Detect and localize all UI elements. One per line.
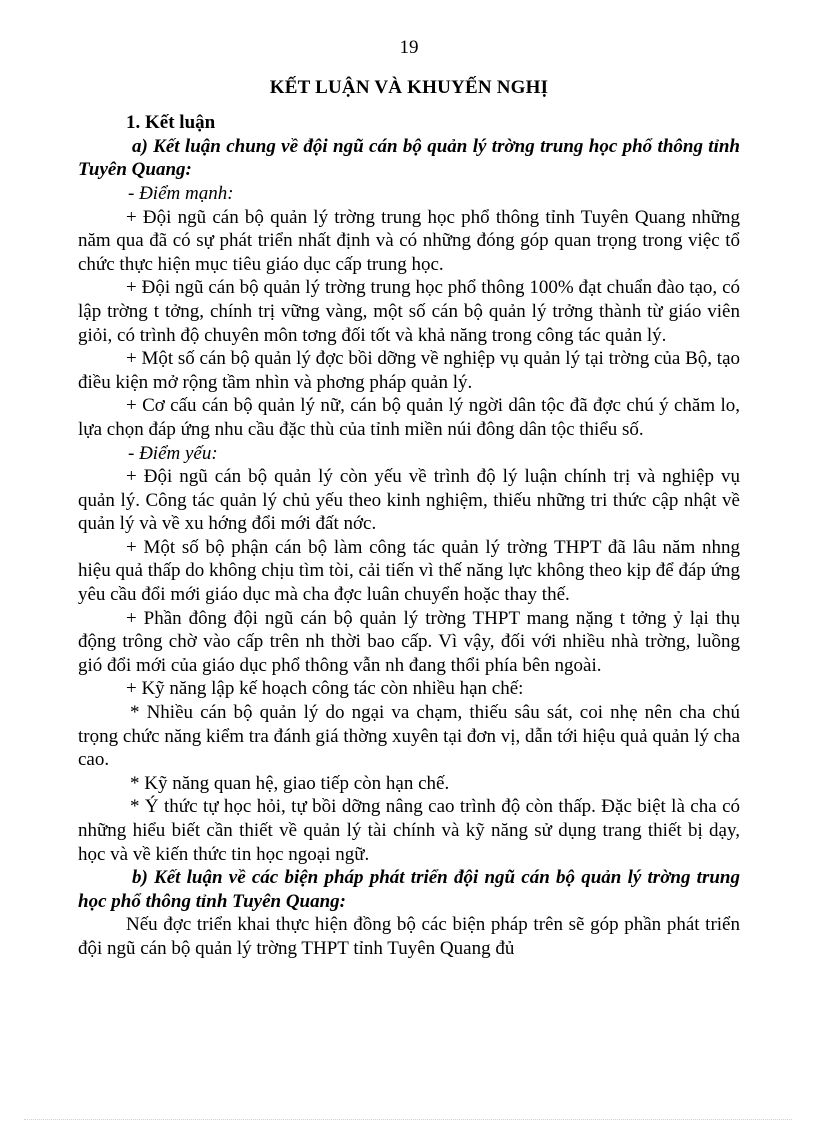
- weakness-paragraph: + Kỹ năng lập kế hoạch công tác còn nhiều hạn chế:: [126, 678, 524, 700]
- page-number: 19: [399, 37, 419, 58]
- subsection-heading-b: b) Kết luận về các biện pháp phát triển đội ngũ cán bộ quản lý trờng trung học phổ thông tỉnh Tuyên Quang:: [78, 867, 740, 912]
- strength-paragraph: + Một số cán bộ quản lý đợc bồi dỡng về nghiệp vụ quản lý tại trờng của Bộ, tạo điều kiện mở rộng tầm nhìn và phơng pháp quản lý.: [78, 348, 740, 393]
- chapter-title: KẾT LUẬN VÀ KHUYẾN NGHỊ: [269, 76, 549, 98]
- detail-paragraph: * Ý thức tự học hỏi, tự bồi dỡng nâng cao trình độ còn thấp. Đặc biệt là cha có những hiểu biết cần thiết về quản lý tài chính và kỹ năng sử dụng trang thiết bị dạy, học và về kiến thức tin học ngoại ngữ.: [78, 796, 740, 865]
- strength-paragraph: + Đội ngũ cán bộ quản lý trờng trung học phổ thông 100% đạt chuẩn đào tạo, có lập trờng t tởng, chính trị vững vàng, một số cán bộ quản lý trởng thành từ giáo viên giỏi, có trình độ chuyên môn tơng đối tốt và khả năng trong công tác quản lý.: [78, 277, 740, 346]
- detail-paragraph: * Kỹ năng quan hệ, giao tiếp còn hạn chế.: [130, 772, 450, 794]
- weakness-paragraph: + Phần đông đội ngũ cán bộ quản lý trờng THPT mang nặng t tởng ỷ lại thụ động trông chờ vào cấp trên nh thời bao cấp. Vì vậy, đối với nhiều nhà trờng, luồng gió đổi mới của giáo dục phổ thông vẫn nh đang thổi phía bên ngoài.: [78, 607, 740, 676]
- subsection-heading-a: a) Kết luận chung về đội ngũ cán bộ quản lý trờng trung học phổ thông tỉnh Tuyên Quang:: [78, 135, 740, 181]
- weakness-paragraph: + Đội ngũ cán bộ quản lý còn yếu về trình độ lý luận chính trị và nghiệp vụ quản lý. Công tác quản lý chủ yếu theo kinh nghiệm, thiếu những tri thức cập nhật về quản lý và về xu hớng đổi mới đất nớc.: [78, 466, 740, 535]
- strength-paragraph: + Cơ cấu cán bộ quản lý nữ, cán bộ quản lý ngời dân tộc đã đợc chú ý chăm lo, lựa chọn đáp ứng nhu cầu đặc thù của tỉnh miền núi đông dân tộc thiểu số.: [78, 395, 740, 440]
- weakness-paragraph: + Một số bộ phận cán bộ làm công tác quản lý trờng THPT đã lâu năm nhng hiệu quả thấp do không chịu tìm tòi, cải tiến vì thế năng lực không theo kịp để đáp ứng yêu cầu đổi mới giáo dục mà cha đợc luân chuyển hoặc thay thế.: [78, 536, 740, 606]
- closing-paragraph: Nếu đợc triển khai thực hiện đồng bộ các biện pháp trên sẽ góp phần phát triển đội ngũ cán bộ quản lý trờng THPT tỉnh Tuyên Quang đủ: [78, 914, 740, 959]
- page-bottom-divider: [24, 1119, 792, 1120]
- strengths-label: - Điểm mạnh:: [128, 182, 234, 204]
- section-heading-conclusion: 1. Kết luận: [126, 112, 216, 134]
- weaknesses-label: - Điểm yếu:: [128, 442, 218, 464]
- detail-paragraph: * Nhiều cán bộ quản lý do ngại va chạm, thiếu sâu sát, coi nhẹ nên cha chú trọng chức năng kiểm tra đánh giá thờng xuyên tại đơn vị, dẫn tới hiệu quả quản lý cha cao.: [78, 702, 740, 771]
- page-content: [78, 36, 740, 961]
- strength-paragraph: + Đội ngũ cán bộ quản lý trờng trung học phổ thông tỉnh Tuyên Quang những năm qua đã có sự phát triển nhất định và có những đóng góp quan trọng trong việc tổ chức thực hiện mục tiêu giáo dục cấp trung học.: [78, 206, 740, 275]
